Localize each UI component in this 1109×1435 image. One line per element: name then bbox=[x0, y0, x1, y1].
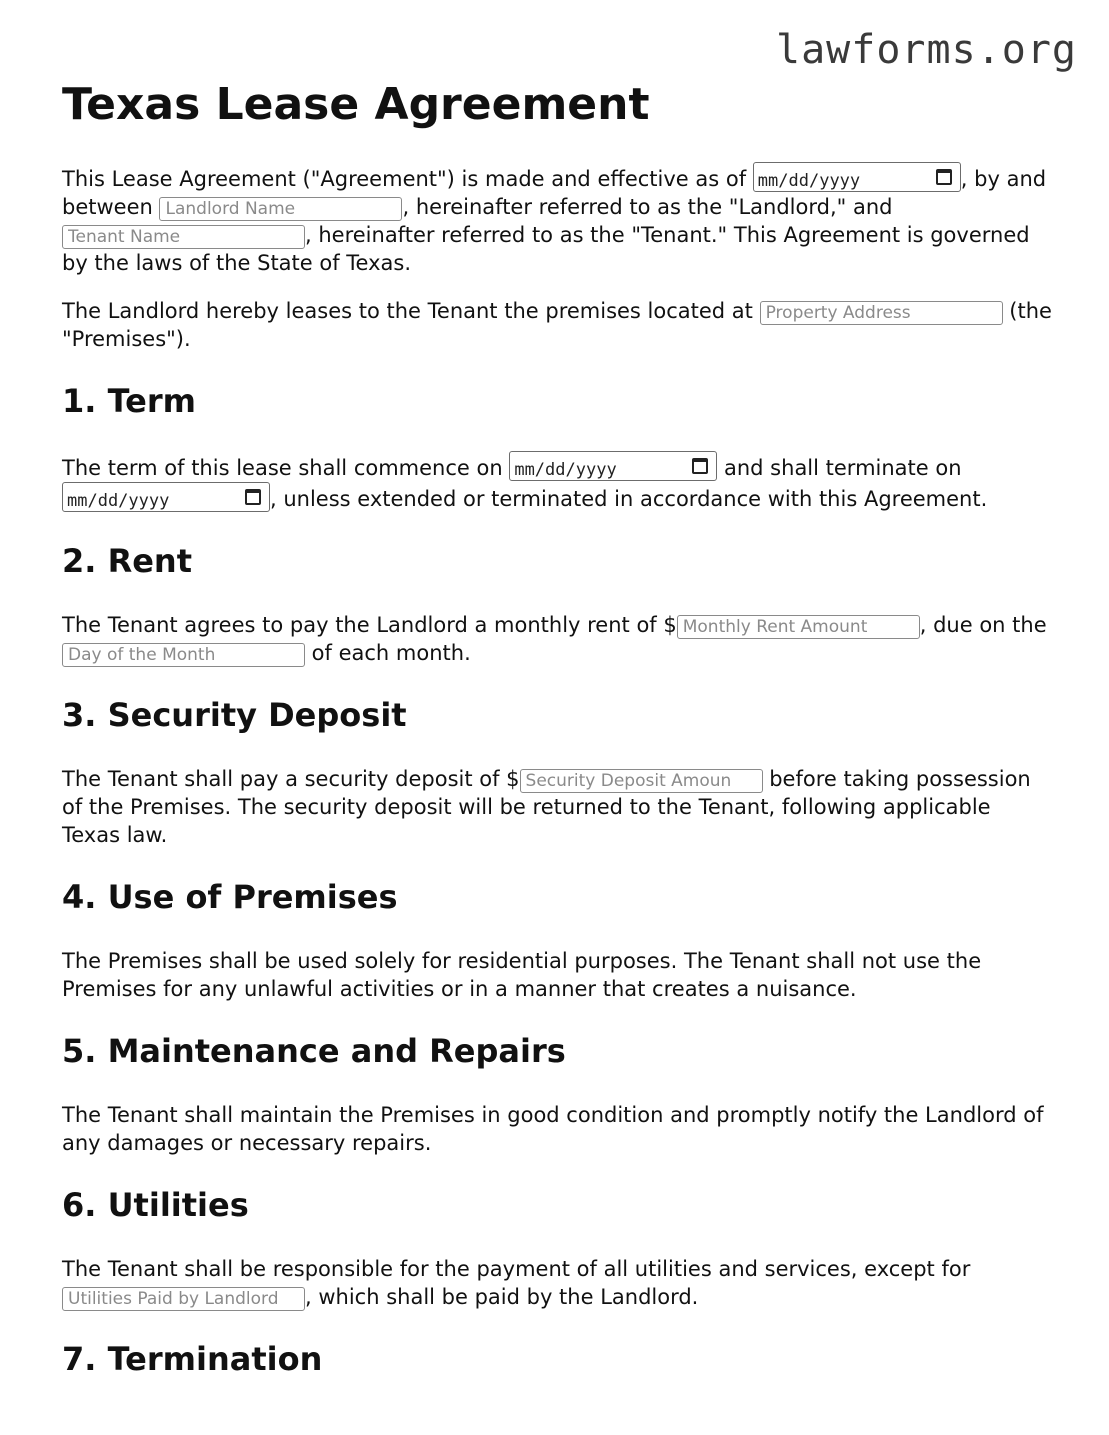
use-paragraph: The Premises shall be used solely for residential purposes. The Tenant shall not use the Premises for any unlawful activities or in a manner that creates a nuisance. bbox=[62, 949, 982, 1001]
utilities-text-1: The Tenant shall be responsible for the payment of all utilities and services, except for bbox=[62, 1257, 971, 1281]
section-rent bbox=[62, 541, 1052, 667]
utilities-text-2: , which shall be paid by the Landlord. bbox=[305, 1285, 699, 1309]
maintenance-paragraph: The Tenant shall maintain the Premises in good condition and promptly notify the Landlord of any damages or necessary repairs. bbox=[62, 1103, 1044, 1155]
calendar-icon[interactable] bbox=[245, 489, 261, 505]
section-termination bbox=[62, 1339, 1052, 1379]
term-paragraph bbox=[62, 451, 1052, 513]
section-heading-deposit: 3. Security Deposit bbox=[62, 696, 407, 734]
start-date-input[interactable] bbox=[509, 451, 717, 481]
term-text-3: , unless extended or terminated in accordance with this Agreement. bbox=[270, 487, 988, 511]
page-title: Texas Lease Agreement bbox=[62, 79, 650, 130]
effective-date-input[interactable] bbox=[753, 162, 961, 192]
calendar-icon[interactable] bbox=[692, 458, 708, 474]
tenant-name-input[interactable] bbox=[62, 225, 305, 249]
deposit-paragraph bbox=[62, 765, 1052, 849]
section-heading-rent: 2. Rent bbox=[62, 542, 192, 580]
section-heading-term: 1. Term bbox=[62, 382, 196, 420]
effective-date-placeholder: mm/dd/yyyy bbox=[757, 171, 861, 191]
premises-paragraph bbox=[62, 297, 1052, 353]
lease-document bbox=[62, 76, 1052, 1409]
intro-text-4: , hereinafter referred to as the "Tenant." This Agreement is governed by the laws of the State of Texas. bbox=[62, 223, 1030, 275]
monthly-rent-input[interactable] bbox=[677, 615, 920, 639]
intro-text-2: , by and between bbox=[62, 167, 1047, 219]
start-date-placeholder: mm/dd/yyyy bbox=[514, 460, 617, 480]
rent-text-1: The Tenant agrees to pay the Landlord a monthly rent of $ bbox=[62, 613, 677, 637]
section-heading-termination: 7. Termination bbox=[62, 1340, 323, 1378]
utilities-paid-by-landlord-input[interactable] bbox=[62, 1287, 305, 1311]
brand-logo: lawforms.org bbox=[776, 27, 1077, 73]
deposit-text-2: before taking possession of the Premises. The security deposit will be returned to the Tenant, following applicable Texas law. bbox=[62, 767, 1031, 847]
calendar-icon[interactable] bbox=[936, 169, 952, 185]
end-date-placeholder: mm/dd/yyyy bbox=[67, 491, 170, 511]
term-text-1: The term of this lease shall commence on bbox=[62, 456, 510, 480]
section-term bbox=[62, 381, 1052, 513]
day-of-month-input[interactable] bbox=[62, 643, 305, 667]
section-heading-utilities: 6. Utilities bbox=[62, 1186, 249, 1224]
property-address-input[interactable] bbox=[760, 301, 1003, 325]
term-text-2: and shall terminate on bbox=[717, 456, 962, 480]
section-heading-maintenance: 5. Maintenance and Repairs bbox=[62, 1032, 566, 1070]
rent-text-2: , due on the bbox=[919, 613, 1047, 637]
security-deposit-input[interactable] bbox=[520, 769, 763, 793]
section-maintenance bbox=[62, 1031, 1052, 1157]
section-deposit bbox=[62, 695, 1052, 849]
premises-text-1: The Landlord hereby leases to the Tenant the premises located at bbox=[62, 299, 760, 323]
rent-paragraph bbox=[62, 611, 1052, 667]
intro-paragraph bbox=[62, 162, 1052, 277]
landlord-name-input[interactable] bbox=[159, 197, 402, 221]
intro-text-3: , hereinafter referred to as the "Landlord," and bbox=[402, 195, 893, 219]
intro-text-1: This Lease Agreement ("Agreement") is made and effective as of bbox=[62, 167, 753, 191]
end-date-input[interactable] bbox=[62, 482, 270, 512]
rent-text-3: of each month. bbox=[305, 641, 471, 665]
section-heading-use: 4. Use of Premises bbox=[62, 878, 398, 916]
utilities-paragraph bbox=[62, 1255, 1052, 1311]
section-utilities bbox=[62, 1185, 1052, 1311]
section-use bbox=[62, 877, 1052, 1003]
premises-text-2: (the "Premises"). bbox=[62, 299, 1052, 351]
deposit-text-1: The Tenant shall pay a security deposit of $ bbox=[62, 767, 520, 791]
